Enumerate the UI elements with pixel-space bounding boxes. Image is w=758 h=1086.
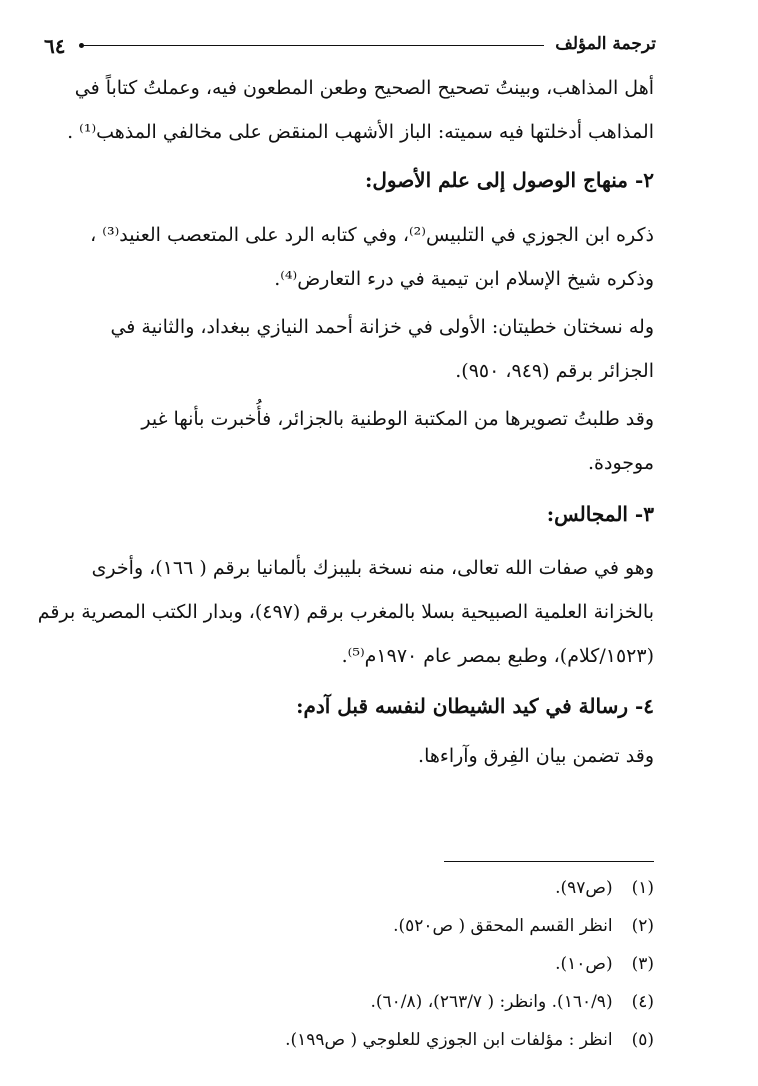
text-line: وقد تضمن بيان الفِرق وآراءها. <box>418 745 654 767</box>
section-heading-3: ٣- المجالس: <box>546 502 654 526</box>
text-line: وقد طلبتُ تصويرها من المكتبة الوطنية بالجزائر، فأُخبرت بأنها غير <box>141 408 654 430</box>
running-title: ترجمة المؤلف <box>555 34 656 54</box>
footnote-text: (١٦٠/٩). وانظر: ( ٢٦٣/٧)، (٦٠/٨). <box>370 992 613 1012</box>
text-line: موجودة. <box>587 452 654 474</box>
footnote-text: انظر : مؤلفات ابن الجوزي للعلوجي ( ص١٩٩). <box>285 1030 613 1050</box>
text-line: بالخزانة العلمية الصبيحية بسلا بالمغرب برقم (٤٩٧)، وبدار الكتب المصرية برقم <box>37 601 654 623</box>
footnote-number: (٣) <box>631 954 654 974</box>
section-heading-2: ٢- منهاج الوصول إلى علم الأصول: <box>364 168 654 192</box>
footnote-5 <box>60 1028 654 1052</box>
paragraph-majalis <box>37 546 654 678</box>
text-line: وله نسختان خطيتان: الأولى في خزانة أحمد النيازي ببغداد، والثانية في <box>110 316 654 338</box>
footnote-4 <box>60 990 654 1014</box>
running-header <box>44 34 656 60</box>
text-line: (١٥٢٣/كلام)، وطبع بمصر عام ١٩٧٠م⁽⁵⁾. <box>341 645 654 667</box>
paragraph-risala <box>44 734 654 778</box>
paragraph-request <box>44 397 654 485</box>
text-line: وذكره شيخ الإسلام ابن تيمية في درء التعارض⁽⁴⁾. <box>274 268 654 290</box>
footnote-number: (٥) <box>631 1030 654 1050</box>
footnote-separator <box>444 861 654 862</box>
footnote-text: انظر القسم المحقق ( ص٥٢٠). <box>393 916 613 936</box>
footnote-2 <box>60 914 654 938</box>
footnote-text: (ص٩٧). <box>555 878 613 898</box>
footnote-text: (ص١٠). <box>555 954 613 974</box>
paragraph-minhaj <box>44 213 654 301</box>
footnote-number: (١) <box>631 878 654 898</box>
page-number: ٦٤ <box>44 34 66 58</box>
section-heading-4: ٤- رسالة في كيد الشيطان لنفسه قبل آدم: <box>296 694 654 718</box>
paragraph-continuation <box>44 66 654 154</box>
text-line: أهل المذاهب، وبينتُ تصحيح الصحيح وطعن المطعون فيه، وعملتُ كتاباً في <box>74 77 654 99</box>
footnote-1 <box>60 876 654 900</box>
text-line: ذكره ابن الجوزي في التلبيس⁽²⁾، وفي كتابه الرد على المتعصب العنيد⁽³⁾ ، <box>90 224 654 246</box>
text-line: وهو في صفات الله تعالى، منه نسخة بليبزك بألمانيا برقم ( ١٦٦)، وأخرى <box>91 557 654 579</box>
text-line: المذاهب أدخلتها فيه سميته: الباز الأشهب المنقض على مخالفي المذهب⁽¹⁾ . <box>67 121 654 143</box>
footnote-number: (٢) <box>631 916 654 936</box>
text-line: الجزائر برقم (٩٤٩، ٩٥٠). <box>455 360 654 382</box>
footnote-number: (٤) <box>631 992 654 1012</box>
header-rule <box>82 45 544 46</box>
footnote-3 <box>60 952 654 976</box>
paragraph-manuscripts <box>44 305 654 393</box>
